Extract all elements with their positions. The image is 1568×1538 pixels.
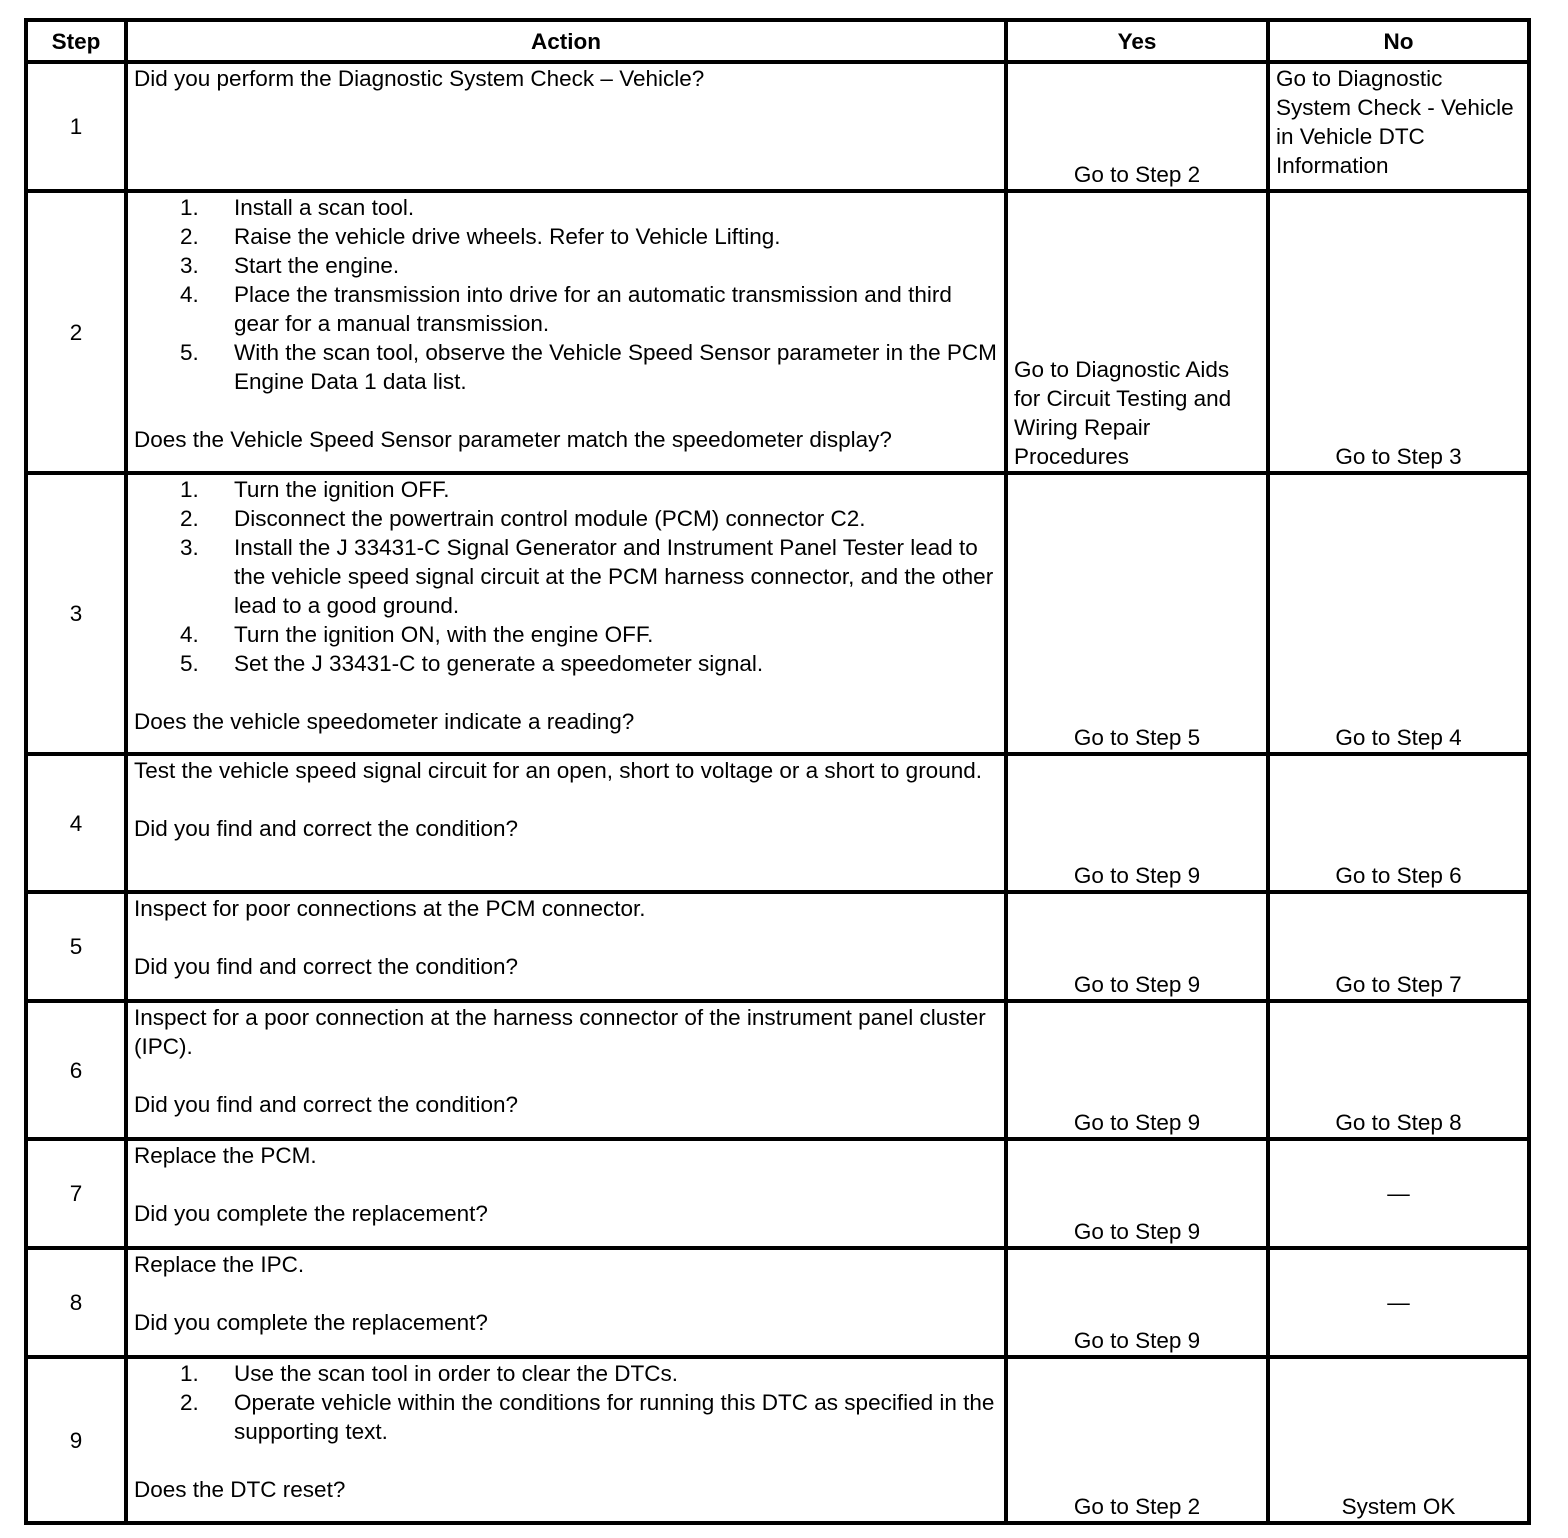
action-text: Replace the IPC. [134,1252,305,1277]
step-number: 9 [26,1357,126,1523]
step-number: 1 [26,62,126,191]
action-text: Replace the PCM. [134,1143,317,1168]
action-cell [126,473,1006,754]
table-row [26,1139,1529,1248]
table-row [26,1357,1529,1523]
step-number: 7 [26,1139,126,1248]
no-result: Go to Step 8 [1268,1001,1529,1139]
step-number: 5 [26,892,126,1001]
action-cell [126,62,1006,191]
action-question: Does the DTC reset? [134,1477,346,1502]
table-row [26,473,1529,754]
action-cell [126,1001,1006,1139]
list-item: 5. Set the J 33431-C to generate a speedometer signal. [180,651,764,676]
action-cell [126,1139,1006,1248]
action-text: Did you perform the Diagnostic System Check – Vehicle? [134,66,705,91]
header-no: No [1268,20,1529,62]
header-row [26,20,1529,62]
yes-result: Go to Step 2 [1006,62,1268,191]
no-result: Go to Step 4 [1268,473,1529,754]
action-question: Did you complete the replacement? [134,1201,488,1226]
action-question: Did you find and correct the condition? [134,954,518,979]
table-row [26,62,1529,191]
table-row [26,892,1529,1001]
table-row [26,1248,1529,1357]
action-text: Inspect for a poor connection at the harness connector of the instrument panel cluster (IPC). [134,1005,986,1059]
action-cell [126,1248,1006,1357]
yes-result: Go to Step 2 [1006,1357,1268,1523]
no-result: Go to Diagnostic System Check - Vehicle in Vehicle DTC Information [1268,62,1529,191]
list-item: 3. Install the J 33431-C Signal Generator and Instrument Panel Tester lead to the vehicle speed signal circuit at the PCM harness connector, and the other lead to a good ground. [180,535,994,618]
action-list [134,475,998,678]
step-number: 6 [26,1001,126,1139]
list-item: 3. Start the engine. [180,253,400,278]
no-result: Go to Step 3 [1268,191,1529,473]
table-row [26,191,1529,473]
action-cell [126,754,1006,892]
yes-result: Go to Step 9 [1006,1248,1268,1357]
action-cell [126,191,1006,473]
no-result: — [1268,1139,1529,1248]
table-row [26,754,1529,892]
action-question: Did you find and correct the condition? [134,816,518,841]
table-row [26,1001,1529,1139]
no-result: System OK [1268,1357,1529,1523]
step-number: 3 [26,473,126,754]
step-number: 2 [26,191,126,473]
yes-result: Go to Step 5 [1006,473,1268,754]
no-result: — [1268,1248,1529,1357]
yes-result: Go to Step 9 [1006,1001,1268,1139]
action-list [134,193,998,396]
list-item: 1. Install a scan tool. [180,195,415,220]
action-text: Test the vehicle speed signal circuit for an open, short to voltage or a short to ground. [134,758,982,783]
yes-result: Go to Step 9 [1006,754,1268,892]
action-cell [126,892,1006,1001]
action-question: Did you complete the replacement? [134,1310,488,1335]
action-list [134,1359,998,1446]
list-item: 4. Place the transmission into drive for an automatic transmission and third gear for a manual transmission. [180,282,952,336]
header-action: Action [126,20,1006,62]
action-question: Does the vehicle speedometer indicate a reading? [134,709,635,734]
action-text: Inspect for poor connections at the PCM connector. [134,896,646,921]
list-item: 2. Operate vehicle within the conditions for running this DTC as specified in the supporting text. [180,1390,995,1444]
no-result: Go to Step 7 [1268,892,1529,1001]
header-yes: Yes [1006,20,1268,62]
list-item: 2. Raise the vehicle drive wheels. Refer to Vehicle Lifting. [180,224,781,249]
no-result: Go to Step 6 [1268,754,1529,892]
list-item: 1. Turn the ignition OFF. [180,477,450,502]
step-number: 4 [26,754,126,892]
list-item: 5. With the scan tool, observe the Vehicle Speed Sensor parameter in the PCM Engine Data 1 data list. [180,340,997,394]
yes-result: Go to Step 9 [1006,892,1268,1001]
action-cell [126,1357,1006,1523]
action-question: Does the Vehicle Speed Sensor parameter match the speedometer display? [134,427,892,452]
action-question: Did you find and correct the condition? [134,1092,518,1117]
diagnostic-table [24,18,1531,1525]
yes-result: Go to Diagnostic Aids for Circuit Testing and Wiring Repair Procedures [1006,191,1268,473]
step-number: 8 [26,1248,126,1357]
list-item: 2. Disconnect the powertrain control module (PCM) connector C2. [180,506,866,531]
list-item: 1. Use the scan tool in order to clear the DTCs. [180,1361,678,1386]
header-step: Step [26,20,126,62]
yes-result: Go to Step 9 [1006,1139,1268,1248]
list-item: 4. Turn the ignition ON, with the engine OFF. [180,622,654,647]
